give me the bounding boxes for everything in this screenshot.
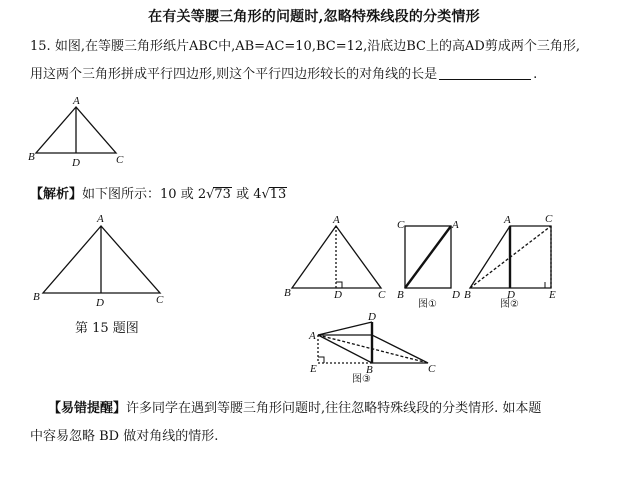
warning-line-2: 中容易忽略 BD 做对角线的情形. [30, 429, 219, 444]
label-B-fig2: B [464, 289, 471, 301]
figure-1-label: 图① [418, 299, 437, 310]
sqrt-sign-2: √ [261, 187, 270, 202]
warning-tag: 【易错提醒】 [48, 401, 127, 416]
page-title: 在有关等腰三角形的问题时,忽略特殊线段的分类情形 [148, 9, 480, 25]
label-B-fig3: B [366, 364, 373, 376]
label-C-large: C [156, 294, 164, 306]
label-B-large: B [33, 291, 40, 303]
sqrt-radicand-2: 13 [269, 187, 287, 202]
label-B-sol: B [284, 287, 291, 299]
solution-triangle [292, 226, 381, 288]
label-C-sol: C [378, 289, 386, 301]
label-A-fig1: A [452, 219, 459, 231]
large-triangle [43, 226, 160, 293]
figure-3-label: 图③ [352, 374, 371, 385]
label-A-small: A [73, 95, 80, 107]
label-A-fig2: A [504, 214, 511, 226]
label-A-fig3: A [309, 330, 316, 342]
problem-triangle [36, 107, 116, 153]
solution-mid: 或 4 [231, 187, 262, 202]
sqrt-radicand-1: 73 [214, 187, 231, 202]
label-C-fig3: C [428, 363, 436, 375]
warning-text-1: 许多同学在遇到等腰三角形问题时,往往忽略特殊线段的分类情形. 如本题 [126, 401, 542, 416]
label-C-fig1: C [397, 219, 405, 231]
figure-2-label: 图② [500, 299, 519, 310]
label-C-fig2: C [545, 213, 553, 225]
sqrt-sign-1: √ [206, 187, 215, 202]
figure-2-parallelogram [470, 226, 551, 288]
problem-text-2-end: . [533, 67, 538, 82]
solution-tag: 【解析】 [30, 187, 83, 202]
label-D-small: D [72, 157, 80, 169]
label-D-fig3: D [368, 311, 376, 323]
label-D-fig1: D [452, 289, 460, 301]
label-E-fig3: E [310, 363, 317, 375]
problem-number: 15. [30, 39, 51, 54]
label-B-fig1: B [397, 289, 404, 301]
label-E-fig2: E [549, 289, 556, 301]
label-B-small: B [28, 151, 35, 163]
figure-3-parallelogram [318, 322, 428, 363]
solution-text: 如下图所示：10 或 2 [82, 187, 207, 202]
problem-text-2: 用这两个三角形拼成平行四边形,则这个平行四边形较长的对角线的长是 [30, 67, 438, 82]
label-A-large: A [97, 213, 104, 225]
figure-1-rectangle [405, 226, 451, 288]
problem-text-1: 如图,在等腰三角形纸片ABC中,AB=AC=10,BC=12,沿底边BC上的高AD剪成两个三角形, [54, 39, 580, 54]
label-D-sol: D [334, 289, 342, 301]
label-D-fig2: D [507, 289, 515, 301]
figure-caption: 第 15 题图 [75, 321, 139, 336]
label-D-large: D [96, 297, 104, 309]
label-C-small: C [116, 154, 124, 166]
label-A-sol: A [333, 214, 340, 226]
